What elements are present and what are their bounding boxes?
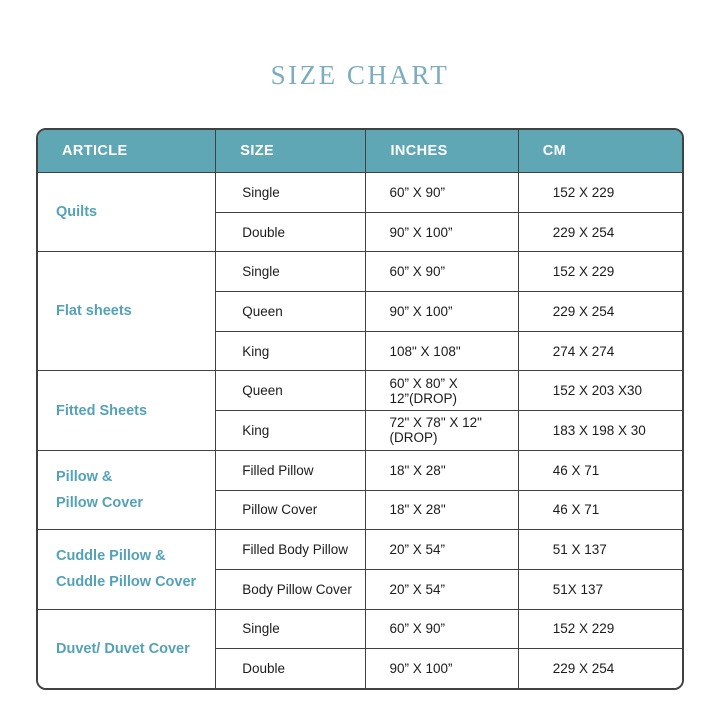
size-cell: Double [216, 212, 366, 252]
size-chart-page [0, 60, 720, 719]
cm-cell: 46 X 71 [518, 450, 684, 490]
inches-cell: 72" X 78" X 12"(DROP) [366, 411, 518, 451]
cm-cell: 51X 137 [518, 569, 684, 609]
size-cell: Body Pillow Cover [216, 569, 366, 609]
inches-cell: 90” X 100” [366, 212, 518, 252]
header-cell-cm: CM [518, 130, 684, 173]
size-cell: Single [216, 173, 366, 213]
inches-cell: 60” X 90” [366, 609, 518, 649]
size-cell: Single [216, 609, 366, 649]
article-label: Pillow & [56, 469, 113, 485]
inches-cell: 60” X 90” [366, 173, 518, 213]
article-label: Flat sheets [56, 303, 132, 320]
table-row [38, 371, 685, 411]
inches-cell: 18" X 28" [366, 450, 518, 490]
article-label: Pillow Cover [56, 495, 144, 511]
size-cell: Pillow Cover [216, 490, 366, 530]
table-row [38, 252, 685, 292]
table-header-row [38, 130, 685, 173]
article-cell-quilts [38, 173, 216, 252]
article-label: Fitted Sheets [56, 402, 148, 419]
header-cell-size: SIZE [216, 130, 366, 173]
article-cell-cuddle-pillow [38, 530, 216, 609]
inches-cell: 90” X 100” [366, 649, 518, 689]
article-label: Cuddle Pillow Cover [56, 574, 197, 591]
cm-cell: 46 X 71 [518, 490, 684, 530]
article-cell-pillow [38, 450, 216, 529]
header-cell-inches: INCHES [366, 130, 518, 173]
inches-cell: 90” X 100” [366, 292, 518, 332]
cm-cell: 51 X 137 [518, 530, 684, 570]
size-cell: Single [216, 252, 366, 292]
cm-cell: 274 X 274 [518, 331, 684, 371]
table-row [38, 450, 685, 490]
article-label: Cuddle Pillow & [56, 548, 166, 565]
size-cell: Filled Pillow [216, 450, 366, 490]
inches-cell: 20” X 54” [366, 530, 518, 570]
cm-cell: 152 X 203 X30 [518, 371, 684, 411]
inches-cell: 60” X 80” X 12”(DROP) [366, 371, 518, 411]
size-cell: Filled Body Pillow [216, 530, 366, 570]
cm-cell: 183 X 198 X 30 [518, 411, 684, 451]
size-chart-table [37, 129, 684, 689]
header-cell-article: ARTICLE [38, 130, 216, 173]
inches-cell: 18" X 28" [366, 490, 518, 530]
size-cell: King [216, 331, 366, 371]
inches-cell: 60” X 90” [366, 252, 518, 292]
article-cell-duvet [38, 609, 216, 688]
cm-cell: 229 X 254 [518, 649, 684, 689]
article-cell-flat-sheets [38, 252, 216, 371]
article-label: Quilts [56, 204, 98, 221]
cm-cell: 229 X 254 [518, 292, 684, 332]
table-row [38, 173, 685, 213]
article-label: Duvet/ Duvet Cover [56, 640, 190, 657]
size-cell: King [216, 411, 366, 451]
cm-cell: 229 X 254 [518, 212, 684, 252]
article-cell-fitted-sheets [38, 371, 216, 450]
cm-cell: 152 X 229 [518, 609, 684, 649]
size-chart-table-frame [36, 128, 684, 690]
size-cell: Queen [216, 371, 366, 411]
page-title: SIZE CHART [270, 60, 450, 90]
cm-cell: 152 X 229 [518, 173, 684, 213]
table-row [38, 609, 685, 649]
size-cell: Queen [216, 292, 366, 332]
size-cell: Double [216, 649, 366, 689]
inches-cell: 20” X 54” [366, 569, 518, 609]
table-row [38, 530, 685, 570]
inches-cell: 108" X 108" [366, 331, 518, 371]
cm-cell: 152 X 229 [518, 252, 684, 292]
